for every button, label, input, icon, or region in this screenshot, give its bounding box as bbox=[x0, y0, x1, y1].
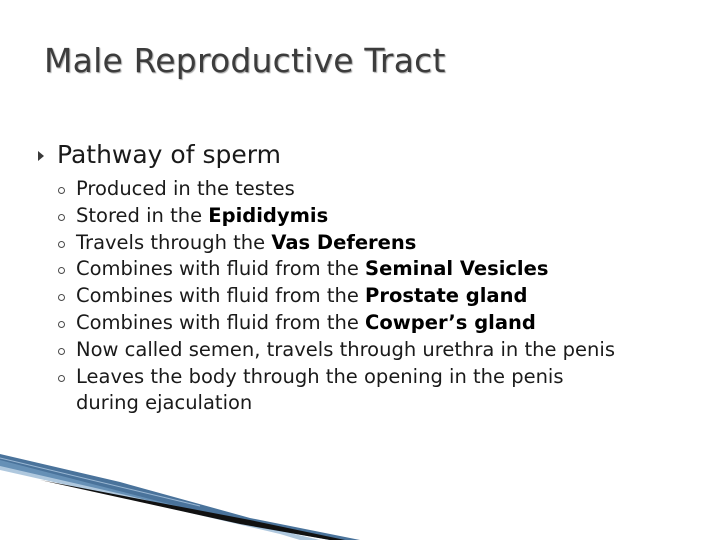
item-text: Combines with fluid from the bbox=[76, 257, 366, 281]
list-item bbox=[58, 230, 615, 257]
item-bold-term: Prostate gland bbox=[365, 284, 528, 308]
list-item bbox=[58, 283, 615, 310]
item-bold-term: Epididymis bbox=[208, 203, 329, 227]
item-text: Stored in the bbox=[76, 203, 209, 227]
list-item bbox=[58, 310, 615, 337]
item-bold-term: Seminal Vesicles bbox=[365, 257, 549, 281]
swoosh-blue-band bbox=[0, 454, 360, 540]
bullet-pathway bbox=[38, 140, 281, 169]
ring-bullet-icon bbox=[58, 348, 65, 355]
list-item bbox=[58, 364, 615, 418]
ring-bullet-icon bbox=[58, 214, 65, 221]
slide-title: Male Reproductive Tract bbox=[44, 41, 446, 80]
list-item bbox=[58, 176, 615, 203]
item-text: Travels through the bbox=[76, 230, 272, 254]
item-text: Produced in the testes bbox=[76, 177, 295, 200]
item-text: Now called semen, travels through urethra in the penis bbox=[76, 337, 615, 361]
item-text: Combines with fluid from the bbox=[76, 284, 366, 308]
item-text: Combines with fluid from the bbox=[76, 310, 366, 334]
list-item bbox=[58, 256, 615, 283]
swoosh-dark-band bbox=[40, 480, 345, 540]
bullet-text: Pathway of sperm bbox=[57, 140, 281, 169]
item-text-continuation: during ejaculation bbox=[76, 391, 253, 415]
list-item bbox=[58, 337, 615, 364]
ring-bullet-icon bbox=[58, 187, 65, 194]
ring-bullet-icon bbox=[58, 294, 65, 301]
sub-bullet-list bbox=[58, 176, 615, 417]
ring-bullet-icon bbox=[58, 321, 65, 328]
ring-bullet-icon bbox=[58, 241, 65, 248]
decorative-swoosh bbox=[0, 440, 720, 540]
item-text: Leaves the body through the opening in the penis bbox=[76, 364, 564, 388]
ring-bullet-icon bbox=[58, 267, 65, 274]
item-bold-term: Cowper’s gland bbox=[365, 310, 536, 334]
ring-bullet-icon bbox=[58, 375, 65, 382]
item-bold-term: Vas Deferens bbox=[271, 230, 417, 254]
list-item bbox=[58, 203, 615, 230]
triangle-bullet-icon bbox=[38, 151, 44, 161]
swoosh-line bbox=[0, 458, 200, 506]
